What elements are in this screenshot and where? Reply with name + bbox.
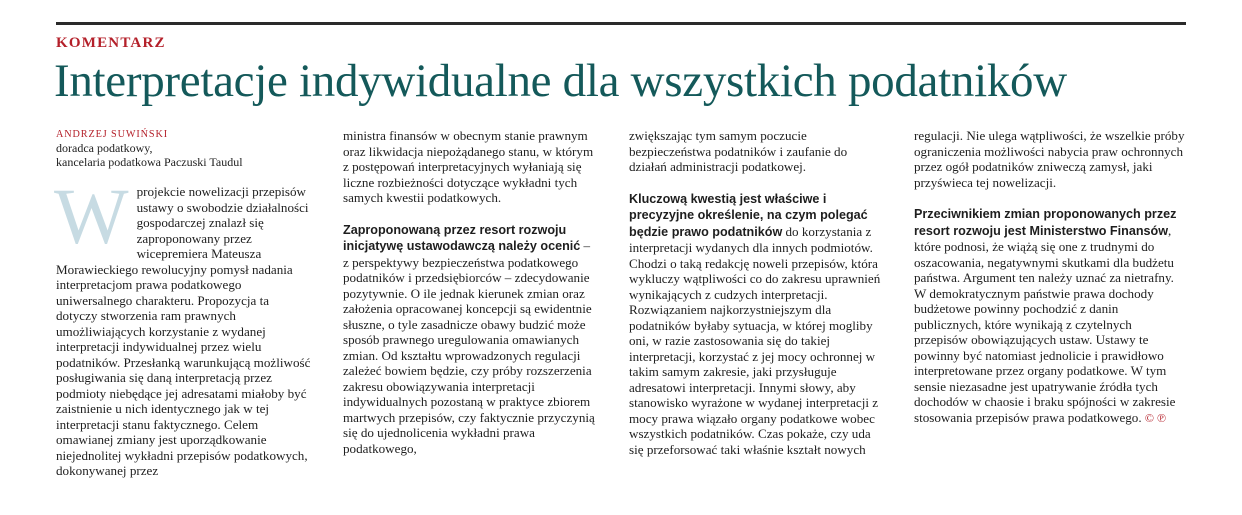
paragraph: regulacji. Nie ulega wątpliwości, że wszelkie próby ograniczenia możliwości nabycia praw ochronnych przez ogół podatników zniweczą zamysł, jaki przyświeca tej nowelizacji. <box>914 128 1185 190</box>
paragraph-text: do korzystania z interpretacji wydanych dla innych podmiotów. Chodzi o taką redakcję noweli przepisów, która wykluczy wątpliwości co do zakresu uprawnień wynikających z cudzych interpretacji. Rozwiązaniem najkorzystniejszym dla podatników byłaby sytuacja, w której mogliby oni, w razie zastosowania się do takiej interpretacji, korzystać z jej mocy ochronnej w takim samym zakresie, jaki przysługuje adresatowi interpretacji. Innymi słowy, aby stanowisko wyrażone w wydanej interpretacji z mocy prawa wiązało organy podatkowe wobec wszystkich podatników. Czas pokaże, czy uda się przeforsować taki właśnie kształt nowych <box>629 223 881 457</box>
article-columns <box>56 128 1191 498</box>
paragraph-text: , które podnosi, że wiążą się one z trudnymi do oszacowania, negatywnymi skutkami dla budżetu państwa. Argument ten należy uznać za nietrafny. W demokratycznym państwie prawa dochody budżetowe powinny pochodzić z danin publicznych, które wynikają z czytelnych przepisów obowiązujących ustaw. Ustawy te powinny być natomiast jednolicie i prawidłowo interpretowane przez organy podatkowe. W tym sensie niezasadne jest upatrywanie źródła tych dochodów w chaosie i braku spójności w zakresie stosowania przepisów prawa podatkowego. <box>914 222 1176 425</box>
author-role <box>56 141 312 169</box>
column-4 <box>914 128 1186 426</box>
top-rule <box>56 22 1186 25</box>
column-1 <box>56 128 312 479</box>
section-label: KOMENTARZ <box>56 35 166 51</box>
lead-in: Przeciwnikiem zmian proponowanych przez resort rozwoju jest Ministerstwo Finansów <box>914 207 1177 238</box>
paragraph-text: – z perspektywy bezpieczeństwa podatkowego podatników i przedsiębiorców – zdecydowanie pozytywnie. O ile jednak kierunek zmian oraz założenia opracowanej koncepcji są ewidentnie słuszne, o tyle zasadnicze obawy budzić może sposób prawnego uregulowania omawianych zmian. Od kształtu wprowadzonych regulacji zależeć bowiem będzie, czy próby rozszerzenia zakresu obowiązywania interpretacji indywidualnych pozostaną w praktyce zbiorem martwych przepisów, czy faktycznie przyczynią się do ujednolicenia wykładni prawa podatkowego, <box>343 238 595 456</box>
author-name: ANDRZEJ SUWIŃSKI <box>56 129 169 140</box>
paragraph <box>914 206 1186 426</box>
paragraph: ministra finansów w obecnym stanie prawnym oraz likwidacja niepożądanego stanu, w którym z postępowań interpretacyjnych wyłaniają się liczne rozbieżności dotyczące wykładni tych samych kwestii podatkowych. <box>343 128 594 205</box>
column-3 <box>629 128 887 457</box>
paragraph <box>629 191 887 458</box>
paragraph-text: projekcie nowelizacji przepisów ustawy o swobodzie działalności gospodarczej znalazł się zaproponowany przez wicepremiera Mateusza Morawieckiego rewolucyjny pomysł nadania interpretacjom prawa podatkowego uniwersalnego charakteru. Propozycja ta dotyczy stworzenia ram prawnych umożliwiających korzystanie z wydanej interpretacji indywidualnej przez wielu podatników. Przesłanką warunkującą możliwość posługiwania się daną interpretacją przez podmioty niebędące jej adresatami miałoby być zaistnienie u nich identycznego jak w tej interpretacji stanu faktycznego. Celem omawianej zmiany jest uporządkowanie niejednolitej wykładni przepisów podatkowych, dokonywanej przez <box>56 184 311 478</box>
paragraph <box>54 174 312 479</box>
lead-in: Kluczową kwestią jest właściwe i precyzyjne określenie, na czym polegać będzie prawo podatników <box>629 191 868 239</box>
headline: Interpretacje indywidualne dla wszystkich podatników <box>54 55 1067 107</box>
author-role-line-1: doradca podatkowy, <box>56 141 153 155</box>
lead-in: Zaproponowaną przez resort rozwoju inicjatywę ustawodawczą należy ocenić <box>343 222 581 253</box>
paragraph <box>343 222 598 457</box>
copyright-marks: © ℗ <box>1144 410 1167 425</box>
column-2 <box>343 128 598 456</box>
paragraph: zwiększając tym samym poczucie bezpieczeństwa podatników i zaufanie do działań administracji podatkowej. <box>629 128 848 174</box>
author-role-line-2: kancelaria podatkowa Paczuski Taudul <box>56 155 243 169</box>
drop-cap: W <box>54 174 129 261</box>
